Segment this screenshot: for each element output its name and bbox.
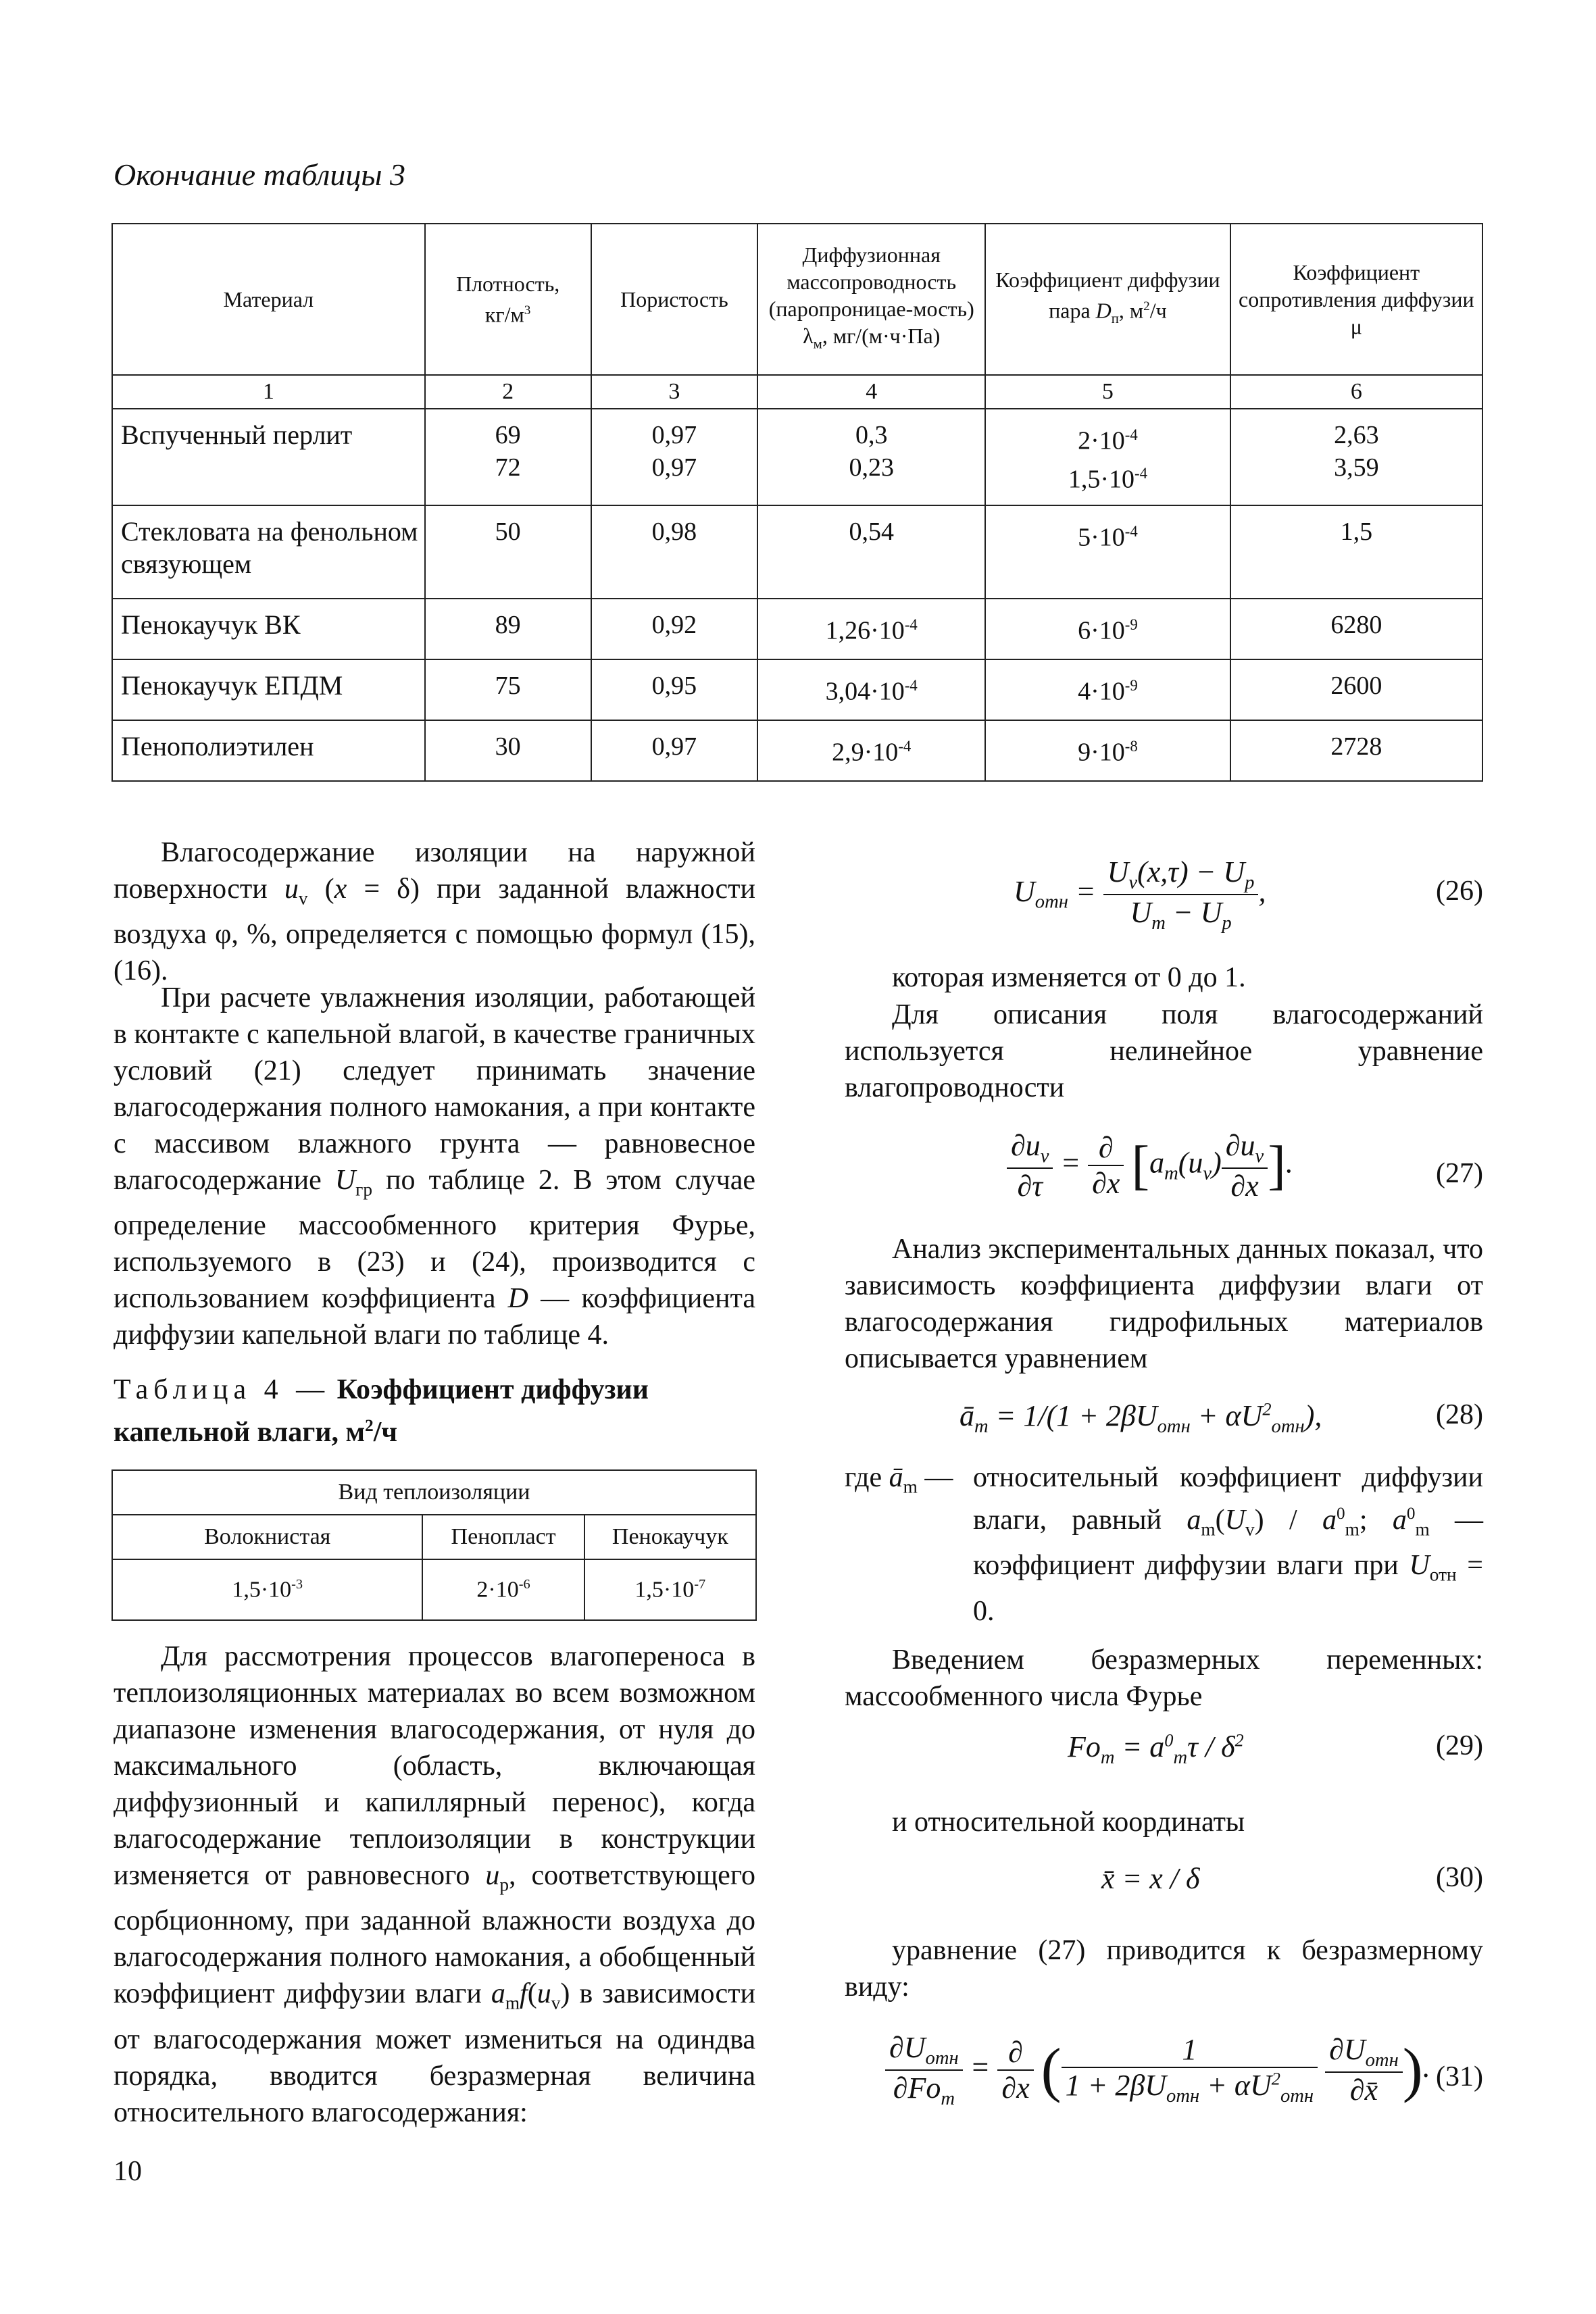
left-paragraph-1: Влагосодержание изоляции на наружной поверхности $u_v$ (x = δ) при заданной влажности воздуха φ, %, определяется с помощью формул (15), (16). xyxy=(114,837,755,987)
table-row xyxy=(112,409,1482,505)
col-header-lambda: Диффузионная массопроводность (паропроницае-мость) $\lambda_м$, мг/(м·ч·Па) xyxy=(757,224,985,375)
cell-porosity: 0,97 0,97 xyxy=(591,409,758,505)
column-number-row xyxy=(112,375,1482,409)
cell-dp: $9\cdot 10^{-8}$ xyxy=(985,720,1230,781)
table-4-label: Таблица 4 — xyxy=(114,1374,330,1405)
cell-dp: $6\cdot 10^{-9}$ xyxy=(985,599,1230,659)
cell-lambda: 0,54 xyxy=(757,505,985,599)
right-paragraph-4: Введением безразмерных переменных: массообменного числа Фурье xyxy=(845,1644,1483,1712)
left-paragraph-3: Для рассмотрения процессов влагопереноса в теплоизоляционных материалах во всем возможном диапазоне изменения влагосодержания, от нуля до максимального (область, включающая диффузионный и капиллярный перенос), когда влагосодержание теплоизоляции в конструкции изменяется от равновесного $u_p$, соответствующего сорбционному, при заданной влажности воздуха до влагосодержания полного намокания, а обобщенный коэффициент диффузии влаги $a_mf(u_v)$ в зависимости от влагосодержания может измениться на одиндва порядка, вводится безразмерная величина относительного влагосодержания: xyxy=(114,1641,756,2128)
cell-material: Пенокаучук ЕПДМ xyxy=(112,659,425,720)
right-paragraph-5: и относительной координаты xyxy=(892,1807,1245,1838)
cell-lambda: $1,26\cdot 10^{-4}$ xyxy=(757,599,985,659)
cell-dp: $5\cdot 10^{-4}$ xyxy=(985,505,1230,599)
cell-dp: $2\cdot 10^{-4}$ $1,5\cdot 10^{-4}$ xyxy=(985,409,1230,505)
table-4-caption xyxy=(114,1372,762,1451)
t4-col-header: Волокнистая xyxy=(112,1515,422,1559)
right-paragraph-6: уравнение (27) приводится к безразмерному виду: xyxy=(845,1935,1483,2003)
table-4 xyxy=(111,1469,757,1621)
cell-material: Пенокаучук ВК xyxy=(112,599,425,659)
t4-cell: $1,5\cdot 10^{-3}$ xyxy=(112,1559,422,1620)
cell-density: 89 xyxy=(425,599,591,659)
equation-30 xyxy=(845,1861,1483,1902)
eq-number: (29) xyxy=(1436,1730,1483,1761)
col-header-material: Материал xyxy=(112,224,425,375)
col-header-porosity: Пористость xyxy=(591,224,758,375)
t4-cell: $1,5\cdot 10^{-7}$ xyxy=(584,1559,756,1620)
cell-porosity: 0,97 xyxy=(591,720,758,781)
cell-porosity: 0,92 xyxy=(591,599,758,659)
where-clause: где $ā_m$ — относительный коэффициент диффузии влаги, равный $a_m(U_v) / a^0_m$; $a^0_m$ — коэффициент диффузии влаги при $U_{отн} = 0$. xyxy=(845,1462,1484,1627)
cell-material: Стекловата на фенольном связующем xyxy=(112,505,425,599)
cell-porosity: 0,95 xyxy=(591,659,758,720)
t4-cell: $2\cdot 10^{-6}$ xyxy=(422,1559,584,1620)
eq-number: (30) xyxy=(1436,1862,1483,1893)
col-header-dp: Коэффициент диффузии пара $D_п$, $м^2/ч$ xyxy=(985,224,1230,375)
cell-density: 50 xyxy=(425,505,591,599)
cell-dp: $4\cdot 10^{-9}$ xyxy=(985,659,1230,720)
equation-29: $Fo_m = a^0_m\tau / \delta^2$ (29) xyxy=(1068,1730,1483,1768)
cell-mu: 2728 xyxy=(1230,720,1482,781)
cell-porosity: 0,98 xyxy=(591,505,758,599)
right-paragraph-1: которая изменяется от 0 до 1. xyxy=(892,962,1246,993)
cell-density: 30 xyxy=(425,720,591,781)
cell-mu: 2,63 3,59 xyxy=(1230,409,1482,505)
cell-material: Пенополиэтилен xyxy=(112,720,425,781)
table-row xyxy=(112,659,1482,720)
col-header-mu: Коэффициент сопротивления диффузии μ xyxy=(1230,224,1482,375)
eq30-text: x̄ = x / δ xyxy=(1101,1862,1200,1895)
right-paragraph-2: Для описания поля влагосодержаний используется нелинейное уравнение влагопроводности xyxy=(845,999,1483,1103)
cell-density: 69 72 xyxy=(425,409,591,505)
col-number: 4 xyxy=(757,375,985,409)
equation-27: $\frac{\partial u_v}{\partial\tau}$ = $\frac{\partial}{\partial x}$ [$a_m(u_v)$ $\frac{\partial u_v}{\partial x}$ ]. (27) xyxy=(845,1125,1483,1213)
left-paragraph-2: При расчете увлажнения изоляции, работающей в контакте с капельной влагой, в качестве граничных условий (21) следует принимать значение влагосодержания полного намокания, а при контакте с массивом влажного грунта — равновесное влагосодержание $U_{гр}$ по таблице 2. В этом случае определение массообменного критерия Фурье, используемого в (23) и (24), производится с использованием коэффициента D — коэффициента диффузии капельной влаги по таблице 4. xyxy=(114,982,755,1351)
cell-lambda: 0,3 0,23 xyxy=(757,409,985,505)
table-header-row xyxy=(112,224,1482,375)
eq-number: (27) xyxy=(1436,1158,1483,1189)
table-4-title: Коэффициент диффузии капельной влаги, $м^2/ч$ xyxy=(114,1374,649,1448)
table-3 xyxy=(111,223,1483,782)
cell-material: Вспученный перлит xyxy=(112,409,425,505)
cell-mu: 6280 xyxy=(1230,599,1482,659)
right-paragraph-3: Анализ экспериментальных данных показал, что зависимость коэффициента диффузии влаги от влагосодержания гидрофильных материалов описывается уравнением xyxy=(845,1234,1483,1374)
eq-number: (26) xyxy=(1436,876,1483,907)
t4-group-header: Вид теплоизоляции xyxy=(112,1470,756,1515)
eq-number: (28) xyxy=(1436,1399,1483,1430)
cell-lambda: $3,04\cdot 10^{-4}$ xyxy=(757,659,985,720)
col-number: 1 xyxy=(112,375,425,409)
col-number: 3 xyxy=(591,375,758,409)
table-caption: Окончание таблицы 3 xyxy=(114,157,405,192)
cell-mu: 2600 xyxy=(1230,659,1482,720)
equation-31: $\frac{\partial U_{отн}}{\partial Fo_m}$ = $\frac{\partial}{\partial x}$ ( $\frac{1}{1 + 2\beta U_{отн} + \alpha U^2_{отн}}$ $\frac{\partial U_{отн}}{\partial x̄}$ ). (31) xyxy=(845,2027,1483,2121)
cell-mu: 1,5 xyxy=(1230,505,1482,599)
table-row xyxy=(112,599,1482,659)
page-number: 10 xyxy=(114,2156,142,2187)
t4-col-header: Пенокаучук xyxy=(584,1515,756,1559)
col-number: 2 xyxy=(425,375,591,409)
table-row xyxy=(112,505,1482,599)
cell-lambda: $2,9\cdot 10^{-4}$ xyxy=(757,720,985,781)
cell-density: 75 xyxy=(425,659,591,720)
col-number: 6 xyxy=(1230,375,1482,409)
equation-28: $ā_m = 1/(1 + 2\beta U_{отн} + \alpha U^2_{отн})$, (28) xyxy=(959,1399,1483,1437)
equation-26: $U_{отн}$ = $\frac{U_v(x,\tau) - U_p}{U_m - U_p}$ , (26) xyxy=(1014,855,1483,934)
col-number: 5 xyxy=(985,375,1230,409)
eq-number: (31) xyxy=(1436,2061,1483,2092)
t4-col-header: Пенопласт xyxy=(422,1515,584,1559)
table-row xyxy=(112,720,1482,781)
col-header-density: Плотность, $кг/м^3$ xyxy=(425,224,591,375)
